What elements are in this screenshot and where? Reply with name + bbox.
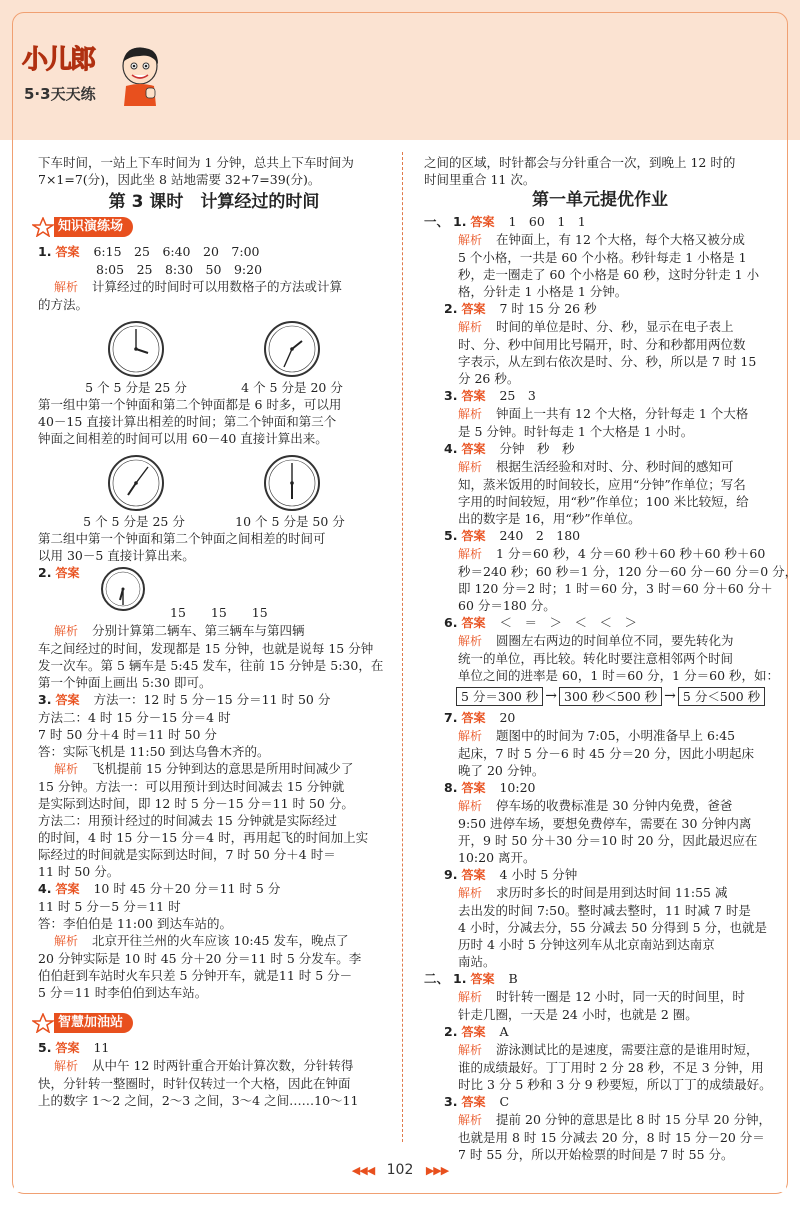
- analysis-text: 晚了 20 分钟。: [458, 763, 545, 778]
- answer-text: 11 时 5 分－5 分＝11 时: [38, 899, 181, 914]
- part-one-list: [424, 213, 798, 970]
- part-two-list: [424, 970, 776, 1163]
- answer-label: 答案: [461, 1095, 486, 1109]
- clock-face-icon: [260, 451, 324, 515]
- analysis-text: 1 分＝60 秒，4 分＝60 秒＋60 秒＋60 秒＋60: [496, 546, 766, 561]
- answer-line: [424, 213, 776, 231]
- clock-caption: 5 个 5 分是 25 分: [85, 380, 187, 395]
- part-number: 二、: [424, 971, 450, 986]
- answer-text: 方法二：4 时 15 分－15 分＝4 时: [38, 710, 231, 725]
- analysis-text: 第一组中第一个钟面和第二个钟面都是 6 时多，可以用: [38, 397, 342, 412]
- question-number: 4.: [38, 881, 52, 896]
- page-number: 102: [386, 1162, 414, 1178]
- analysis-line: [424, 405, 776, 423]
- analysis-label: 解析: [458, 320, 483, 334]
- analysis-line: [424, 231, 776, 249]
- analysis-text: 时间的单位是时、分、秒，显示在电子表上: [496, 319, 734, 334]
- analysis-text: 知，蒸米饭用的时间较长，应用“分钟”作单位；写名: [458, 477, 746, 492]
- lesson-title: 第 3 课时 计算经过的时间: [108, 192, 320, 212]
- logo-title: 小儿郎: [22, 45, 95, 75]
- analysis-text: 飞机提前 15 分钟到达的意思是所用时间减少了: [92, 761, 354, 776]
- answer-label: 答案: [461, 389, 486, 403]
- analysis-label: 解析: [458, 886, 483, 900]
- analysis-label: 解析: [54, 762, 79, 776]
- question-number: 8.: [444, 780, 458, 795]
- analysis-text: 统一的单位，再比较。转化时要注意相邻两个时间: [458, 651, 734, 666]
- analysis-text: 际经过的时间就是实际到达时间，7 时 50 分＋4 时＝: [38, 847, 336, 862]
- analysis-text: 9:50 进停车场，要想免费停车，需要在 30 分钟内离: [458, 816, 752, 831]
- answer-label: 答案: [461, 711, 486, 725]
- section-label: 知识演练场: [54, 217, 133, 237]
- analysis-text: 车之间经过的时间，发现都是 15 分钟，也就是说每 15 分钟: [38, 641, 374, 656]
- section-banner: [32, 217, 390, 237]
- analysis-text: 停车场的收费标准是 30 分钟内免费，爸爸: [496, 798, 733, 813]
- clock-caption: 10 个 5 分是 50 分: [235, 514, 345, 529]
- analysis-text: 7 时 55 分，所以开始检票的时间是 7 时 55 分。: [458, 1147, 734, 1162]
- answer-line: [424, 1023, 776, 1041]
- question-number: 2.: [444, 1024, 458, 1039]
- answer-text: C: [499, 1094, 510, 1109]
- analysis-label: 解析: [458, 460, 483, 474]
- unit-title: 第一单元提优作业: [532, 190, 668, 210]
- analysis-text: 历时 4 小时 5 分钟这列车从北京南站到达南京: [458, 937, 715, 952]
- answer-text: 答：实际飞机是 11:50 到达乌鲁木齐的。: [38, 744, 270, 759]
- answer-label: 答案: [461, 781, 486, 795]
- analysis-label: 解析: [54, 624, 79, 638]
- analysis-text: 钟面上一共有 12 个大格，分针每走 1 个大格: [496, 406, 749, 421]
- mascot-icon: [116, 44, 164, 106]
- analysis-line: [424, 727, 776, 745]
- analysis-text: 方法二：用预计经过的时间减去 15 分钟就是实际经过: [38, 813, 337, 828]
- analysis-line: [424, 632, 776, 650]
- answer-text: 分钟 秒 秒: [499, 441, 575, 456]
- analysis-label: 解析: [458, 634, 483, 648]
- answer-label: 答案: [55, 882, 80, 896]
- analysis-line: [424, 988, 776, 1006]
- analysis-text: 也就是用 8 时 15 分减去 20 分，8 时 15 分－20 分＝: [458, 1130, 765, 1145]
- analysis-text: 的时间，4 时 15 分－15 分＝4 时，再用起飞的时间加上实: [38, 830, 369, 845]
- answer-label: 答案: [55, 566, 80, 580]
- analysis-text: 钟面之间相差的时间可以用 60－40 直接计算出来。: [38, 431, 328, 446]
- analysis-line: [424, 545, 776, 563]
- page-footer: [0, 1162, 800, 1179]
- analysis-text: 以用 30－5 直接计算出来。: [38, 548, 195, 563]
- analysis-text: 圆圈左右两边的时间单位不同，要先转化为: [496, 633, 734, 648]
- text-line: 时间里重合 11 次。: [424, 172, 536, 187]
- analysis-line: [424, 797, 776, 815]
- clock-face-icon: [104, 451, 168, 515]
- conversion-box: 5 分＜500 秒: [678, 687, 765, 706]
- logo-subtitle: 5·3天天练: [24, 85, 96, 103]
- clock-face-icon: [260, 317, 324, 381]
- answer-text: 240 2 180: [499, 528, 581, 543]
- star-icon: [32, 1013, 54, 1033]
- analysis-text: 出的数字是 16，用“秒”作单位。: [458, 511, 641, 526]
- analysis-label: 解析: [458, 1043, 483, 1057]
- question-number: 5.: [444, 528, 458, 543]
- analysis-text: 提前 20 分钟的意思是比 8 时 15 分早 20 分钟，: [496, 1112, 771, 1127]
- analysis-text: 时比 3 分 5 秒和 3 分 9 秒要短，所以丁丁的成绩最好。: [458, 1077, 772, 1092]
- right-column: [424, 154, 798, 1163]
- analysis-text: 格，分针走 1 小格是 1 分钟。: [458, 284, 628, 299]
- clock-group: [38, 447, 390, 515]
- analysis-text: 60 分＝180 分。: [458, 598, 556, 613]
- clock-caption: 5 个 5 分是 25 分: [83, 514, 185, 529]
- analysis-text: 10:20 离开。: [458, 850, 536, 865]
- analysis-text: 游泳测试比的是速度，需要注意的是谁用时短，: [496, 1042, 759, 1057]
- answer-text: 4 小时 5 分钟: [499, 867, 578, 882]
- answer-line: [424, 709, 776, 727]
- analysis-label: 解析: [458, 799, 483, 813]
- analysis-text: 即 120 分＝2 时；1 时＝60 分，3 时＝60 分＋60 分＋: [458, 581, 773, 596]
- answer-text: ＜ ＝ ＞ ＜ ＜ ＞: [499, 615, 637, 630]
- analysis-text: 秒＝240 秒；60 秒＝1 分，120 分－60 分－60 分＝0 分，: [458, 564, 798, 579]
- analysis-text: 发一次车。第 5 辆车是 5:45 发车，往前 15 分钟是 5:30，在: [38, 658, 384, 673]
- analysis-label: 解析: [458, 990, 483, 1004]
- question-number: 1.: [453, 214, 467, 229]
- question-number: 2.: [38, 565, 52, 580]
- answer-text: 7 时 50 分＋4 时＝11 时 50 分: [38, 727, 217, 742]
- answer-text: 11: [93, 1040, 110, 1055]
- analysis-text: 是 5 分钟。时针每走 1 个大格是 1 小时。: [458, 424, 694, 439]
- star-icon: [32, 217, 54, 237]
- analysis-text: 伯伯赶到车站时火车只差 5 分钟开车，就是11 时 5 分－: [38, 968, 353, 983]
- answer-text: 20: [499, 710, 516, 725]
- answer-text: 10:20: [499, 780, 536, 795]
- column-divider: [402, 152, 403, 1142]
- answer-label: 答案: [470, 972, 495, 986]
- text-line: 之间的区域，时针都会与分针重合一次，到晚上 12 时的: [424, 155, 736, 170]
- analysis-text: 20 分钟实际是 10 时 45 分＋20 分＝11 时 5 分发车。李: [38, 951, 362, 966]
- analysis-text: 40－15 直接计算出相差的时间；第二个钟面和第三个: [38, 414, 337, 429]
- arrow-right-icon: →: [664, 688, 676, 704]
- answer-line: [424, 440, 776, 458]
- answer-line: [424, 866, 776, 884]
- question-number: 3.: [444, 1094, 458, 1109]
- question-number: 6.: [444, 615, 458, 630]
- answer-line: [424, 614, 776, 632]
- prev-arrows-icon: ◀◀◀: [351, 1164, 375, 1177]
- analysis-text: 从中午 12 时两针重合开始计算次数，分针转得: [92, 1058, 354, 1073]
- conversion-flow: [456, 687, 776, 706]
- question-number: 4.: [444, 441, 458, 456]
- answer-line: [424, 527, 776, 545]
- answer-text: B: [508, 971, 518, 986]
- analysis-label: 解析: [458, 407, 483, 421]
- analysis-text: 字表示，从左到右依次是时、分、秒，所以是 7 时 15: [458, 354, 757, 369]
- answer-label: 答案: [55, 693, 80, 707]
- analysis-label: 解析: [54, 934, 79, 948]
- analysis-text: 在钟面上，有 12 个大格，每个大格又被分成: [496, 232, 745, 247]
- analysis-text: 第二组中第一个钟面和第二个钟面之间相差的时间可: [38, 531, 326, 546]
- question-number: 1.: [453, 971, 467, 986]
- analysis-text: 11 时 50 分。: [38, 864, 120, 879]
- analysis-text: 秒，走一圈走了 60 个小格是 60 秒，这时分针走 1 小: [458, 267, 760, 282]
- analysis-line: [424, 1041, 776, 1059]
- analysis-text: 单位之间的进率是 60，1 时＝60 分，1 分＝60 秒，如：: [458, 668, 779, 683]
- analysis-text: 去出发的时间 7:50。整时减去整时，11 时减 7 时是: [458, 903, 751, 918]
- answer-text: 15 15 15: [170, 605, 268, 620]
- analysis-text: 计算经过的时间时可以用数格子的方法或计算: [92, 279, 343, 294]
- question-number: 7.: [444, 710, 458, 725]
- question-number: 5.: [38, 1040, 52, 1055]
- answer-line: [424, 1093, 776, 1111]
- answer-text: 7 时 15 分 26 秒: [499, 301, 597, 316]
- analysis-text: 第一个钟面上画出 5:30 即可。: [38, 675, 212, 690]
- analysis-text: 5 个小格，一共是 60 个小格。秒针每走 1 小格是 1: [458, 250, 747, 265]
- analysis-text: 谁的成绩最好。丁丁用时 2 分 28 秒，不足 3 分钟，用: [458, 1060, 764, 1075]
- analysis-label: 解析: [458, 1113, 483, 1127]
- answer-text: 25 3: [499, 388, 536, 403]
- answer-label: 答案: [461, 442, 486, 456]
- answer-text: 6:15 25 6:40 20 7:00: [93, 244, 260, 259]
- answer-label: 答案: [461, 1025, 486, 1039]
- answer-label: 答案: [55, 1041, 80, 1055]
- analysis-text: 时、分、秒中间用比号隔开，时、分和秒都用两位数: [458, 337, 746, 352]
- clock-face-icon: [104, 317, 168, 381]
- answer-label: 答案: [470, 215, 495, 229]
- answer-text: 1 60 1 1: [508, 214, 586, 229]
- analysis-label: 解析: [458, 547, 483, 561]
- analysis-text: 起床，7 时 5 分－6 时 45 分＝20 分，因此小明起床: [458, 746, 754, 761]
- answer-text: 方法一：12 时 5 分－15 分＝11 时 50 分: [93, 692, 331, 707]
- analysis-text: 根据生活经验和对时、分、秒时间的感知可: [496, 459, 734, 474]
- analysis-text: 字用的时间较短，用“秒”作单位；100 米比较短，给: [458, 494, 749, 509]
- clock-caption: 4 个 5 分是 20 分: [241, 380, 343, 395]
- section-label: 智慧加油站: [54, 1013, 133, 1033]
- section-banner: [32, 1013, 390, 1033]
- answer-line: [424, 779, 776, 797]
- question-number: 3.: [444, 388, 458, 403]
- analysis-line: [424, 318, 776, 336]
- analysis-label: 解析: [458, 729, 483, 743]
- next-arrows-icon: ▶▶▶: [425, 1164, 449, 1177]
- text-line: 7×1=7(分)，因此坐 8 站地需要 32+7=39(分)。: [38, 172, 321, 187]
- analysis-text: 求历时多长的时间是用到达时间 11:55 减: [496, 885, 728, 900]
- analysis-text: 15 分钟。方法一：可以用预计到达时间减去 15 分钟就: [38, 779, 345, 794]
- analysis-text: 南站。: [458, 954, 496, 969]
- answer-label: 答案: [461, 302, 486, 316]
- analysis-line: [424, 1111, 776, 1129]
- analysis-text: 题图中的时间为 7:05，小明准备早上 6:45: [496, 728, 736, 743]
- conversion-box: 5 分＝300 秒: [456, 687, 543, 706]
- clock-group: [38, 313, 390, 381]
- answer-label: 答案: [461, 616, 486, 630]
- analysis-text: 分 26 秒。: [458, 371, 520, 386]
- analysis-label: 解析: [54, 280, 79, 294]
- analysis-text: 开，9 时 50 分＋30 分＝10 时 20 分，因此最迟应在: [458, 833, 758, 848]
- left-column: [38, 154, 390, 1109]
- analysis-label: 解析: [54, 1059, 79, 1073]
- answer-text: 答：李伯伯是 11:00 到达车站的。: [38, 916, 232, 931]
- answer-line: [424, 300, 776, 318]
- answer-label: 答案: [55, 245, 80, 259]
- analysis-text: 北京开往兰州的火车应该 10:45 发车，晚点了: [92, 933, 349, 948]
- question-number: 9.: [444, 867, 458, 882]
- answer-text: 8:05 25 8:30 50 9:20: [96, 262, 263, 277]
- conversion-box: 300 秒＜500 秒: [559, 687, 662, 706]
- question-number: 2.: [444, 301, 458, 316]
- part-number: 一、: [424, 214, 450, 229]
- analysis-text: 5 分＝11 时李伯伯到达车站。: [38, 985, 208, 1000]
- answer-line: [424, 387, 776, 405]
- answer-line: [424, 970, 776, 988]
- analysis-text: 针走几圈，一天是 24 小时，也就是 2 圈。: [458, 1007, 698, 1022]
- brand-logo: [22, 45, 162, 122]
- analysis-text: 的方法。: [38, 297, 89, 312]
- analysis-text: 分别计算第二辆车、第三辆车与第四辆: [92, 623, 305, 638]
- analysis-text: 时针转一圈是 12 小时，同一天的时间里，时: [496, 989, 745, 1004]
- answer-text: A: [499, 1024, 509, 1039]
- answer-label: 答案: [461, 868, 486, 882]
- text-line: 下车时间，一站上下车时间为 1 分钟，总共上下车时间为: [38, 155, 354, 170]
- question-number: 3.: [38, 692, 52, 707]
- analysis-line: [424, 884, 776, 902]
- answer-label: 答案: [461, 529, 486, 543]
- answer-text: 10 时 45 分＋20 分＝11 时 5 分: [93, 881, 281, 896]
- analysis-text: 上的数字 1～2 之间，2～3 之间，3～4 之间……10～11: [38, 1093, 359, 1108]
- clock-face-icon: [98, 564, 148, 614]
- analysis-text: 是实际到达时间，即 12 时 5 分－15 分＝11 时 50 分。: [38, 796, 354, 811]
- analysis-text: 4 小时，分减去分，55 分减去 50 分得到 5 分，也就是: [458, 920, 768, 935]
- analysis-line: [424, 458, 776, 476]
- question-number: 1.: [38, 244, 52, 259]
- arrow-right-icon: →: [545, 688, 557, 704]
- analysis-label: 解析: [458, 233, 483, 247]
- analysis-text: 快，分针转一整圈时，时针仅转过一个大格，因此在钟面: [38, 1076, 351, 1091]
